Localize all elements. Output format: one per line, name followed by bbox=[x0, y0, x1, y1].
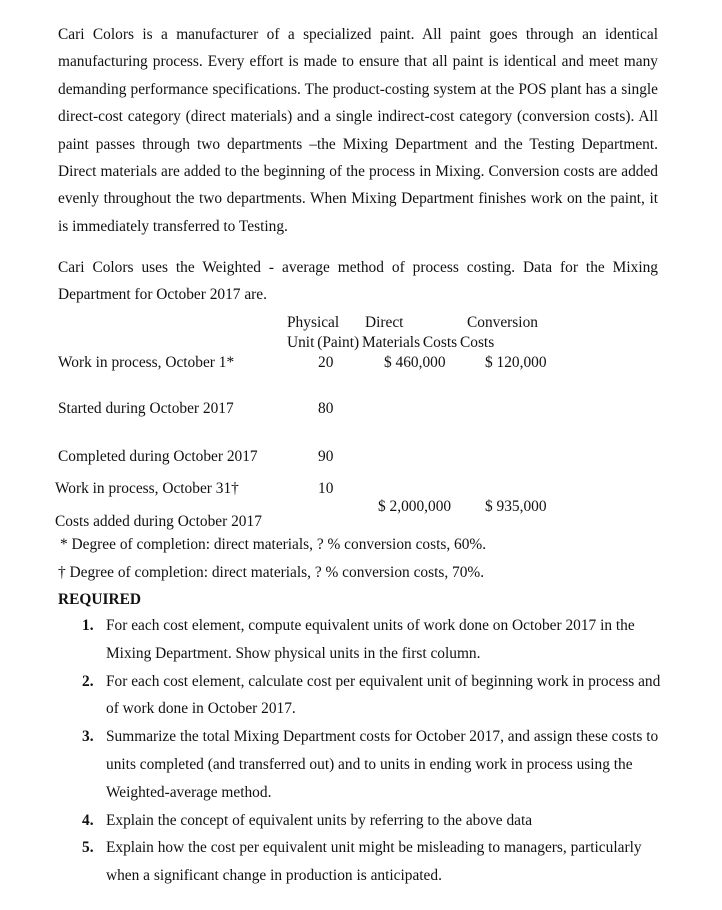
list-item bbox=[82, 834, 662, 890]
row-units: 90 bbox=[318, 448, 334, 465]
list-text: Explain how the cost per equivalent unit might be misleading to managers, particularly when a significant change in production is anticipated. bbox=[106, 839, 642, 885]
row-cc: $ 935,000 bbox=[485, 498, 547, 515]
row-dm: $ 460,000 bbox=[384, 354, 446, 371]
row-dm: $ 2,000,000 bbox=[378, 498, 452, 515]
list-text: Explain the concept of equivalent units by referring to the above data bbox=[106, 811, 533, 829]
row-units: 20 bbox=[318, 354, 334, 371]
list-number: 5. bbox=[82, 839, 94, 857]
row-cc: $ 120,000 bbox=[485, 354, 547, 371]
list-number: 1. bbox=[82, 617, 94, 634]
row-units: 80 bbox=[318, 400, 334, 417]
header-conversion: Conversion bbox=[467, 314, 538, 331]
row-label: Completed during October 2017 bbox=[58, 448, 258, 465]
row-label: Work in process, October 1* bbox=[58, 354, 235, 371]
list-text: For each cost element, calculate cost per equivalent unit of beginning work in process and of work done in October 2017. bbox=[106, 672, 661, 718]
list-item bbox=[82, 723, 662, 806]
list-item bbox=[82, 807, 662, 835]
required-heading: REQUIRED bbox=[58, 591, 141, 608]
header-row2: Unit (Paint) Materials Costs Costs bbox=[287, 334, 495, 351]
header-physical: Physical bbox=[287, 314, 340, 331]
note-1: * Degree of completion: direct materials, ? % conversion costs, 60%. bbox=[60, 536, 487, 553]
list-item bbox=[82, 612, 662, 668]
list-number: 2. bbox=[82, 672, 94, 690]
note-2: † Degree of completion: direct materials, ? % conversion costs, 70%. bbox=[58, 564, 485, 581]
list-item bbox=[82, 668, 662, 724]
required-list bbox=[82, 612, 662, 890]
row-label: Started during October 2017 bbox=[58, 400, 234, 417]
method-paragraph: Cari Colors uses the Weighted - average method of process costing. Data for the Mixing Department for October 2017 are. bbox=[58, 259, 658, 304]
row-label: Costs added during October 2017 bbox=[55, 513, 262, 530]
header-direct: Direct bbox=[365, 314, 404, 331]
list-number: 4. bbox=[82, 811, 94, 829]
intro-paragraph: Cari Colors is a manufacturer of a specialized paint. All paint goes through an identical manufacturing process. Every effort is made to ensure that all paint is identical and meet many demanding performance specifications. The product-costing system at the POS plant has a single direct-cost category (direct materials) and a single indirect-cost category (conversion costs). All paint passes through two departments –the Mixing Department and the Testing Department. Direct materials are added to the beginning of the process in Mixing. Conversion costs are added evenly throughout the two departments. When Mixing Department finishes work on the paint, it is immediately transferred to Testing. bbox=[58, 26, 658, 235]
list-number: 3. bbox=[82, 728, 94, 746]
list-text: For each cost element, compute equivalent units of work done on October 2017 in the Mixing Department. Show physical units in the first column. bbox=[106, 617, 635, 662]
row-label: Work in process, October 31† bbox=[55, 480, 239, 497]
list-text: Summarize the total Mixing Department costs for October 2017, and assign these costs to units completed (and transferred out) and to units in ending work in process using the Weighted-average method. bbox=[106, 728, 659, 801]
row-units: 10 bbox=[318, 480, 334, 497]
